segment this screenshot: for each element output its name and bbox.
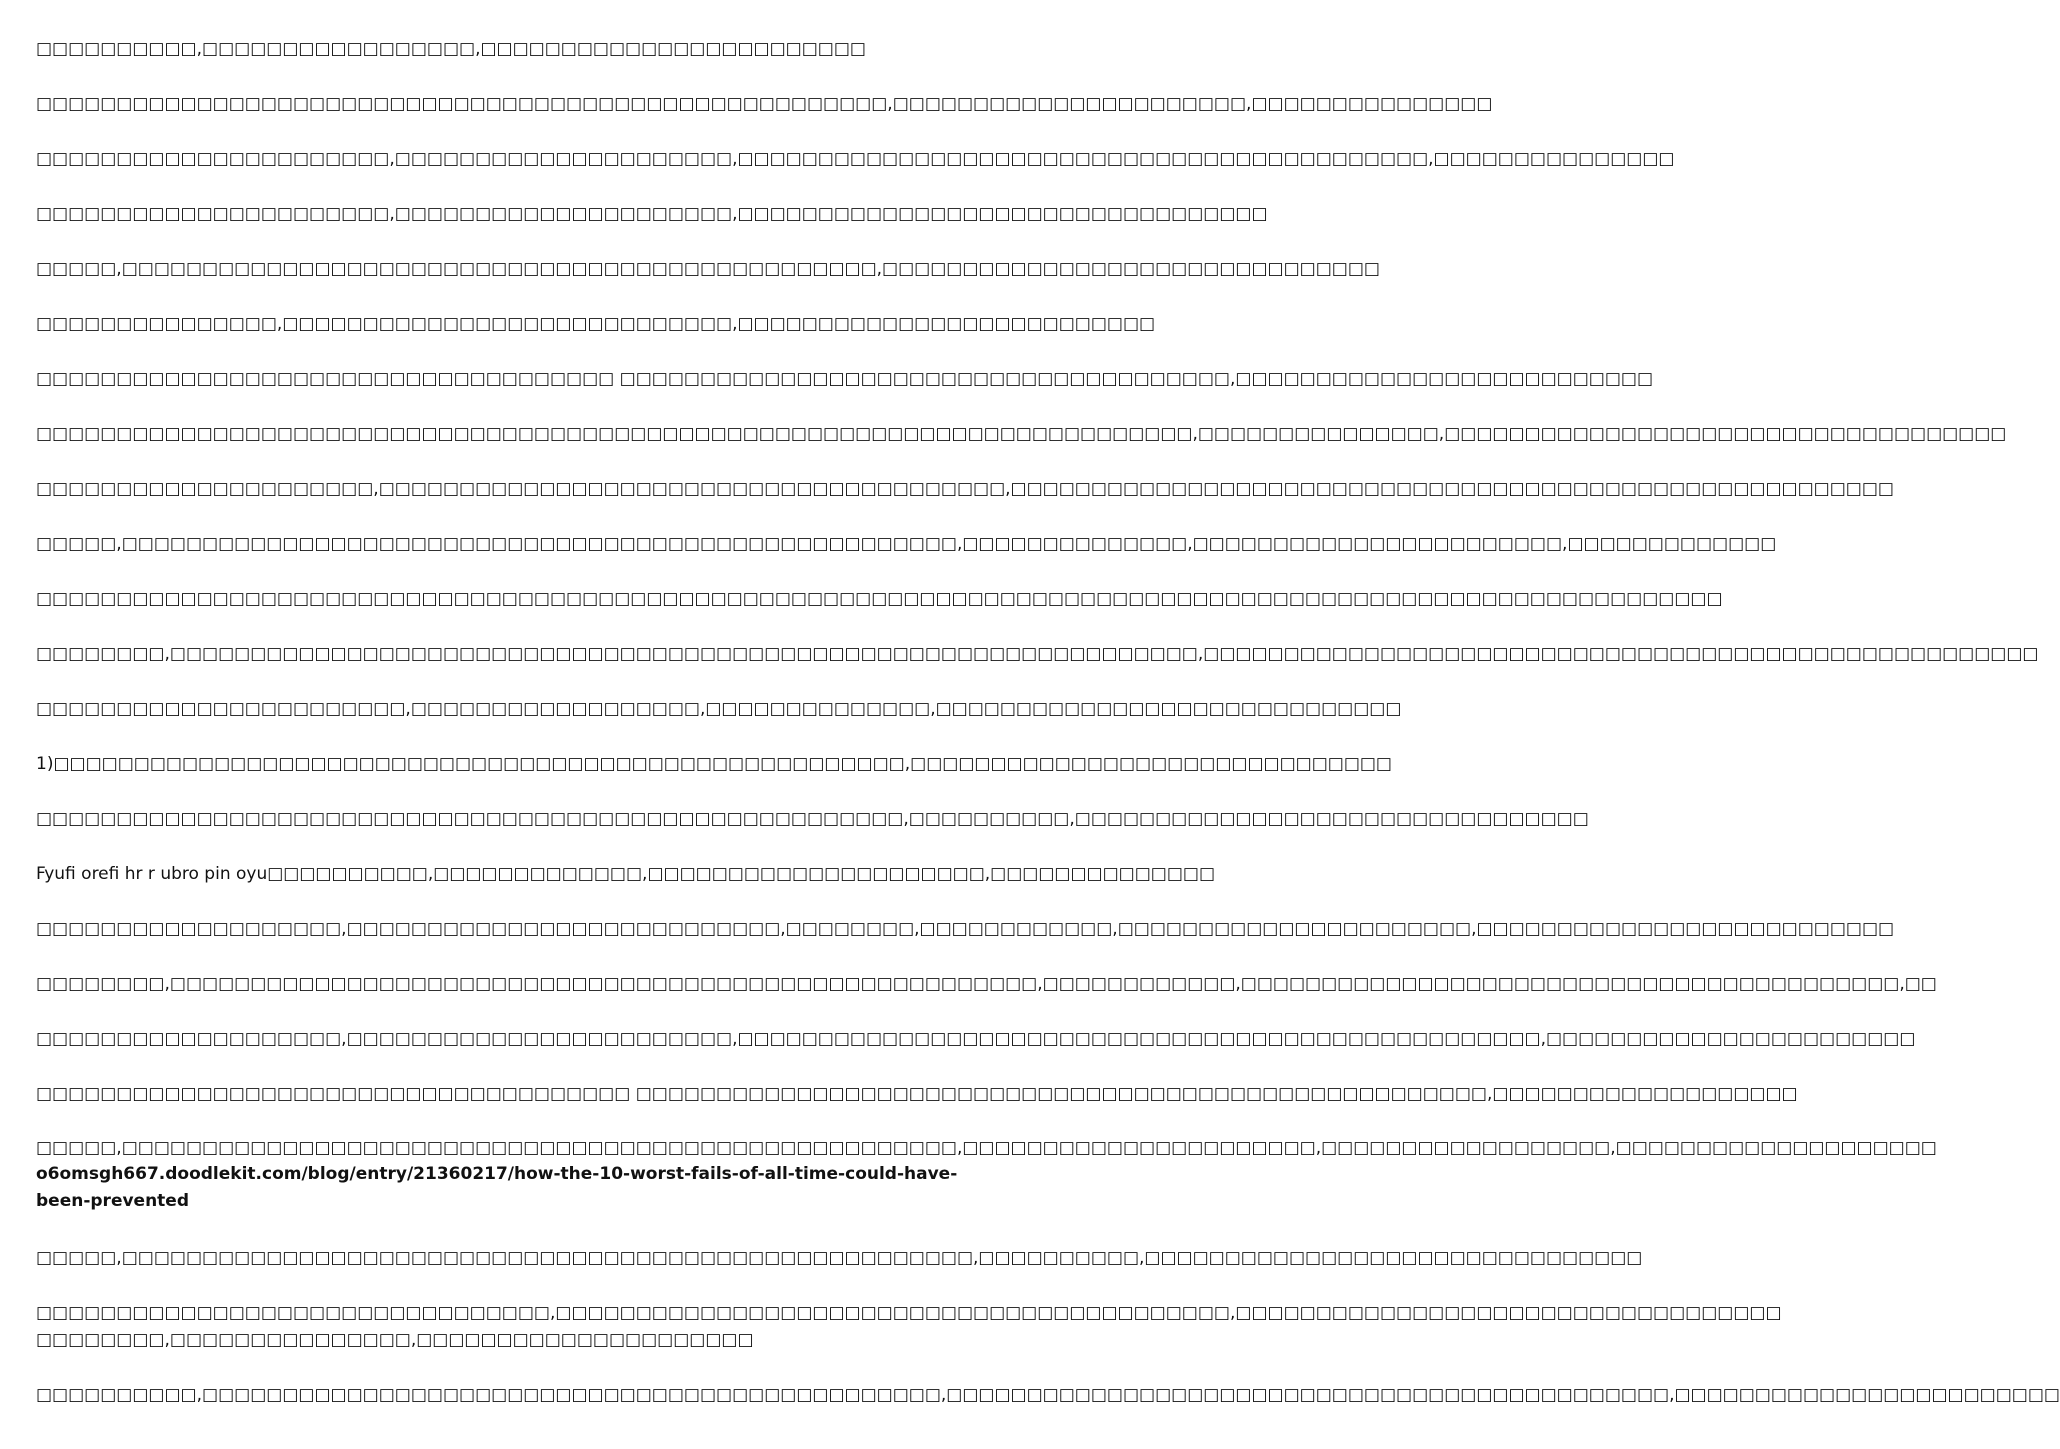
paragraph: □□□□□□□□□□□□□□□□□□□□□□□□□□□□□□□□□□□□□□□□□□□□□□□□□□□□□□□□□□□□□□□□□□□□□□□□□□□□□□□□□□□□□□□□□□□□□□□□□□□□□□□□□ xyxy=(36,589,1723,609)
paragraph: □□□□□□□□□□□□□□□□□□□□□,□□□□□□□□□□□□□□□□□□□□□□□□□□□□□□□□□□□□□□□,□□□□□□□□□□□□□□□□□□□□□□□□□□□□□□□□□□□□□□□□□□□□□□□□□□□□□□□ xyxy=(36,479,1894,499)
paragraph: Fyufi orefi hr r ubro pin oyu□□□□□□□□□□,□□□□□□□□□□□□□,□□□□□□□□□□□□□□□□□□□□□,□□□□□□□□□□□□□□ xyxy=(36,864,1216,884)
paragraph: □□□□□□□□□□□□□□□□□□□,□□□□□□□□□□□□□□□□□□□□□□□□,□□□□□□□□□□□□□□□□□□□□□□□□□□□□□□□□□□□□□□□□□□□□□□□□□□,□□□□□□□□□□□□□□□□□□□□□□□ xyxy=(36,1029,1916,1049)
paragraph: □□□□□□□□,□□□□□□□□□□□□□□□□□□□□□□□□□□□□□□□□□□□□□□□□□□□□□□□□□□□□□□□□□□□□□□□□,□□□□□□□□□□□□□□□□□□□□□□□□□□□□□□□□□□□□□□□□□□□□□□□□□□□□ xyxy=(36,644,2039,664)
paragraph: □□□□□□□□□□□□□□□□□□□□□□□□□□□□□□□□,□□□□□□□□□□□□□□□□□□□□□□□□□□□□□□□□□□□□□□□□□□,□□□□□□□□□□□□□□□□□□□□□□□□□□□□□□□□□□ □□□□□□□□,□□□□□□□□□□□□□□□,□□□□□□□□□□□□□□□□□□□□□ xyxy=(36,1303,1782,1350)
paragraph: □□□□□,□□□□□□□□□□□□□□□□□□□□□□□□□□□□□□□□□□□□□□□□□□□□□□□,□□□□□□□□□□□□□□□□□□□□□□□□□□□□□□□ xyxy=(36,259,1380,279)
paragraph: □□□□□□□□□□□□□□□□□□□□□□□□□□□□□□□□□□□□ □□□□□□□□□□□□□□□□□□□□□□□□□□□□□□□□□□□□□□,□□□□□□□□□□□□□□□□□□□□□□□□□□ xyxy=(36,369,1654,389)
paragraph: □□□□□□□□□□□□□□□□□□□□□□□,□□□□□□□□□□□□□□□□□□,□□□□□□□□□□□□□□,□□□□□□□□□□□□□□□□□□□□□□□□□□□□□ xyxy=(36,699,1402,719)
paragraph: □□□□□□□□□□□□□□□□□□□□□□□□□□□□□□□□□□□□□ □□□□□□□□□□□□□□□□□□□□□□□□□□□□□□□□□□□□□□□□□□□□□□□□□□□□□,□□□□□□□□□□□□□□□□□□□ xyxy=(36,1084,1798,1104)
paragraph: □□□□□,□□□□□□□□□□□□□□□□□□□□□□□□□□□□□□□□□□□□□□□□□□□□□□□□□□□□,□□□□□□□□□□□□□□□□□□□□□□,□□□□□□□□□□□□□□□□□□,□□□□□□□□□□□□□□□□□□□□ xyxy=(36,1138,1937,1158)
paragraph: □□□□□□□□□□□□□□□□□□□,□□□□□□□□□□□□□□□□□□□□□□□□□□□,□□□□□□□□,□□□□□□□□□□□□,□□□□□□□□□□□□□□□□□□□□□□,□□□□□□□□□□□□□□□□□□□□□□□□□□ xyxy=(36,919,1895,939)
blog-entry-link[interactable]: o6omsgh667.doodlekit.com/blog/entry/21360217/how-the-10-worst-fails-of-all-time-could-have-been-prevented xyxy=(36,1164,958,1211)
paragraph: □□□□□□□□□□,□□□□□□□□□□□□□□□□□,□□□□□□□□□□□□□□□□□□□□□□□□ xyxy=(36,39,866,59)
paragraph: □□□□□□□□□□□□□□□□□□□□□□,□□□□□□□□□□□□□□□□□□□□□,□□□□□□□□□□□□□□□□□□□□□□□□□□□□□□□□□ xyxy=(36,204,1268,224)
paragraph: □□□□□,□□□□□□□□□□□□□□□□□□□□□□□□□□□□□□□□□□□□□□□□□□□□□□□□□□□□□,□□□□□□□□□□,□□□□□□□□□□□□□□□□□□□□□□□□□□□□□□□ xyxy=(36,1248,1643,1268)
paragraph: □□□□□□□□□□□□□□□□□□□□□□□□□□□□□□□□□□□□□□□□□□□□□□□□□□□□□□,□□□□□□□□□□,□□□□□□□□□□□□□□□□□□□□□□□□□□□□□□□□ xyxy=(36,809,1589,829)
paragraph: □□□□□□□□□□□□□□□□□□□□□□□□□□□□□□□□□□□□□□□□□□□□□□□□□□□□□□□□□□□□□□□□□□□□□□□□,□□□□□□□□□□□□□□□,□□□□□□□□□□□□□□□□□□□□□□□□□□□□□□□□□□□ xyxy=(36,424,2007,444)
paragraph: □□□□□□□□□□□□□□□□□□□□□□□□□□□□□□□□□□□□□□□□□□□□□□□□□□□□□,□□□□□□□□□□□□□□□□□□□□□□,□□□□□□□□□□□□□□□ xyxy=(36,94,1493,114)
paragraph: □□□□□□□□□□□□□□□□□□□□□□,□□□□□□□□□□□□□□□□□□□□□,□□□□□□□□□□□□□□□□□□□□□□□□□□□□□□□□□□□□□□□□□□□,□□□□□□□□□□□□□□□ xyxy=(36,149,1675,169)
paragraph: □□□□□□□□□□□□□□□,□□□□□□□□□□□□□□□□□□□□□□□□□□□□,□□□□□□□□□□□□□□□□□□□□□□□□□□ xyxy=(36,314,1156,334)
paragraph: □□□□□,□□□□□□□□□□□□□□□□□□□□□□□□□□□□□□□□□□□□□□□□□□□□□□□□□□□□,□□□□□□□□□□□□□□,□□□□□□□□□□□□□□□□□□□□□□□,□□□□□□□□□□□□□ xyxy=(36,534,1777,554)
paragraph: 1)□□□□□□□□□□□□□□□□□□□□□□□□□□□□□□□□□□□□□□□□□□□□□□□□□□□□□,□□□□□□□□□□□□□□□□□□□□□□□□□□□□□□ xyxy=(36,754,1392,774)
paragraph: □□□□□□□□,□□□□□□□□□□□□□□□□□□□□□□□□□□□□□□□□□□□□□□□□□□□□□□□□□□□□□□,□□□□□□□□□□□□,□□□□□□□□□□□□□□□□□□□□□□□□□□□□□□□□□□□□□□□□□,□□ xyxy=(36,974,1937,994)
paragraph: □□□□□□□□□□,□□□□□□□□□□□□□□□□□□□□□□□□□□□□□□□□□□□□□□□□□□□□□□,□□□□□□□□□□□□□□□□□□□□□□□□□□□□□□□□□□□□□□□□□□□□□,□□□□□□□□□□□□□□□□□□□□□□□□ xyxy=(36,1385,2060,1405)
